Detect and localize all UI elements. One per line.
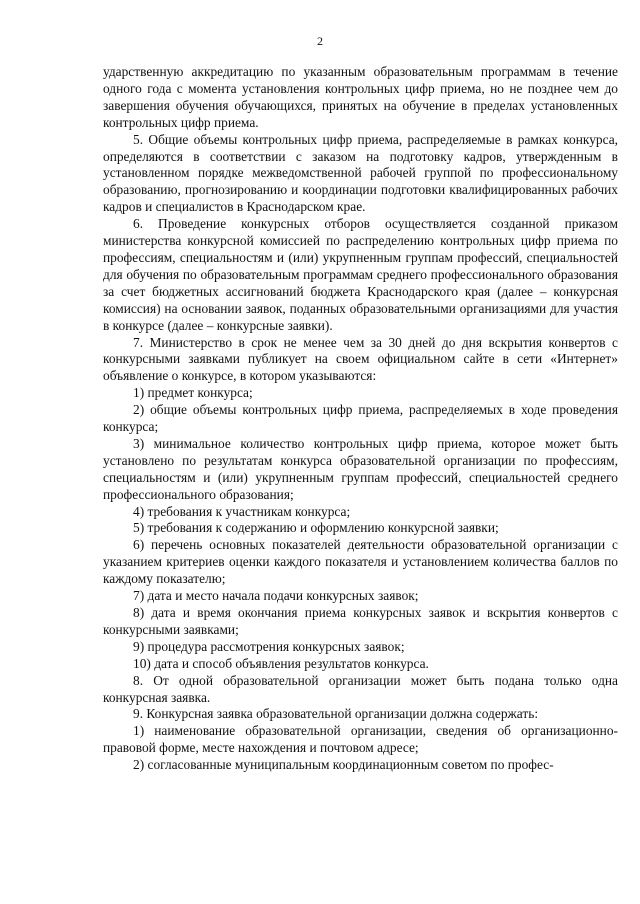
document-body (103, 64, 618, 774)
list-item: 2) общие объемы контрольных цифр приема, распределяемых в ходе проведения конкурса; (103, 402, 618, 435)
list-item: 8) дата и время окончания приема конкурсных заявок и вскрытия конвертов с конкурсными заявками; (103, 605, 618, 637)
list-item: 4) требования к участникам конкурса; (133, 503, 351, 519)
paragraph-item-7: 7. Министерство в срок не менее чем за 30 дней до дня вскрытия конвертов с конкурсными заявками публикует на своем официальном сайте в сети «Интернет» объявление о конкурсе, в котором указываются: (103, 334, 618, 384)
paragraph-item-8: 8. От одной образовательной организации может быть подана только одна конкурсная заявка. (103, 672, 618, 705)
paragraph-item-6: 6. Проведение конкурсных отборов осуществляется созданной приказом министерства конкурсной комиссией по распределению контрольных цифр приема по профессиям, специальностям и (или) укрупненным группам профессий, специальностей для обучения по образовательным программам среднего профессионального образования за счет бюджетных ассигнований бюджета Краснодарского края (далее – конкурсная комиссия) на основании заявок, поданных образовательными организациями для участия в конкурсе (далее – конкурсные заявки). (103, 216, 618, 333)
list-item: 2) согласованные муниципальным координационным советом по профес- (133, 757, 554, 773)
list-item: 9) процедура рассмотрения конкурсных заявок; (133, 638, 405, 654)
paragraph-item-5: 5. Общие объемы контрольных цифр приема, распределяемые в рамках конкурса, определяются в соответствии с заказом на подготовку кадров, утвержденным в установленном порядке межведомственной рабочей группой по профессиональному образованию, прогнозированию и координации подготовки квалифицированных рабочих кадров и специалистов в Краснодарском крае. (103, 131, 618, 215)
list-item: 5) требования к содержанию и оформлению конкурсной заявки; (133, 520, 499, 536)
list-item: 10) дата и способ объявления результатов конкурса. (133, 655, 429, 671)
list-item: 3) минимальное количество контрольных цифр приема, которое может быть установлено по результатам конкурса образовательной организации по профессиям, специальностям и (или) укрупненным группам профессий, специальностей среднего профессионального образования; (103, 435, 618, 502)
list-item: 6) перечень основных показателей деятельности образовательной организации с указанием критериев оценки каждого показателя и установлением количества баллов по каждому показателю; (103, 537, 618, 587)
paragraph-item-9: 9. Конкурсная заявка образовательной организации должна содержать: (133, 706, 539, 722)
page-number: 2 (317, 34, 323, 48)
list-item: 1) предмет конкурса; (133, 385, 253, 401)
paragraph-continuation: ударственную аккредитацию по указанным образовательным программам в течение одного года с момента установления контрольных цифр приема, но не позднее чем до завершения обучения обучающихся, принятых на обучение в пределах установленных контрольных цифр приема. (103, 64, 618, 130)
list-item: 7) дата и место начала подачи конкурсных заявок; (133, 588, 419, 604)
list-item: 1) наименование образовательной организации, сведения об организационно-правовой форме, месте нахождения и почтовом адресе; (103, 723, 618, 756)
